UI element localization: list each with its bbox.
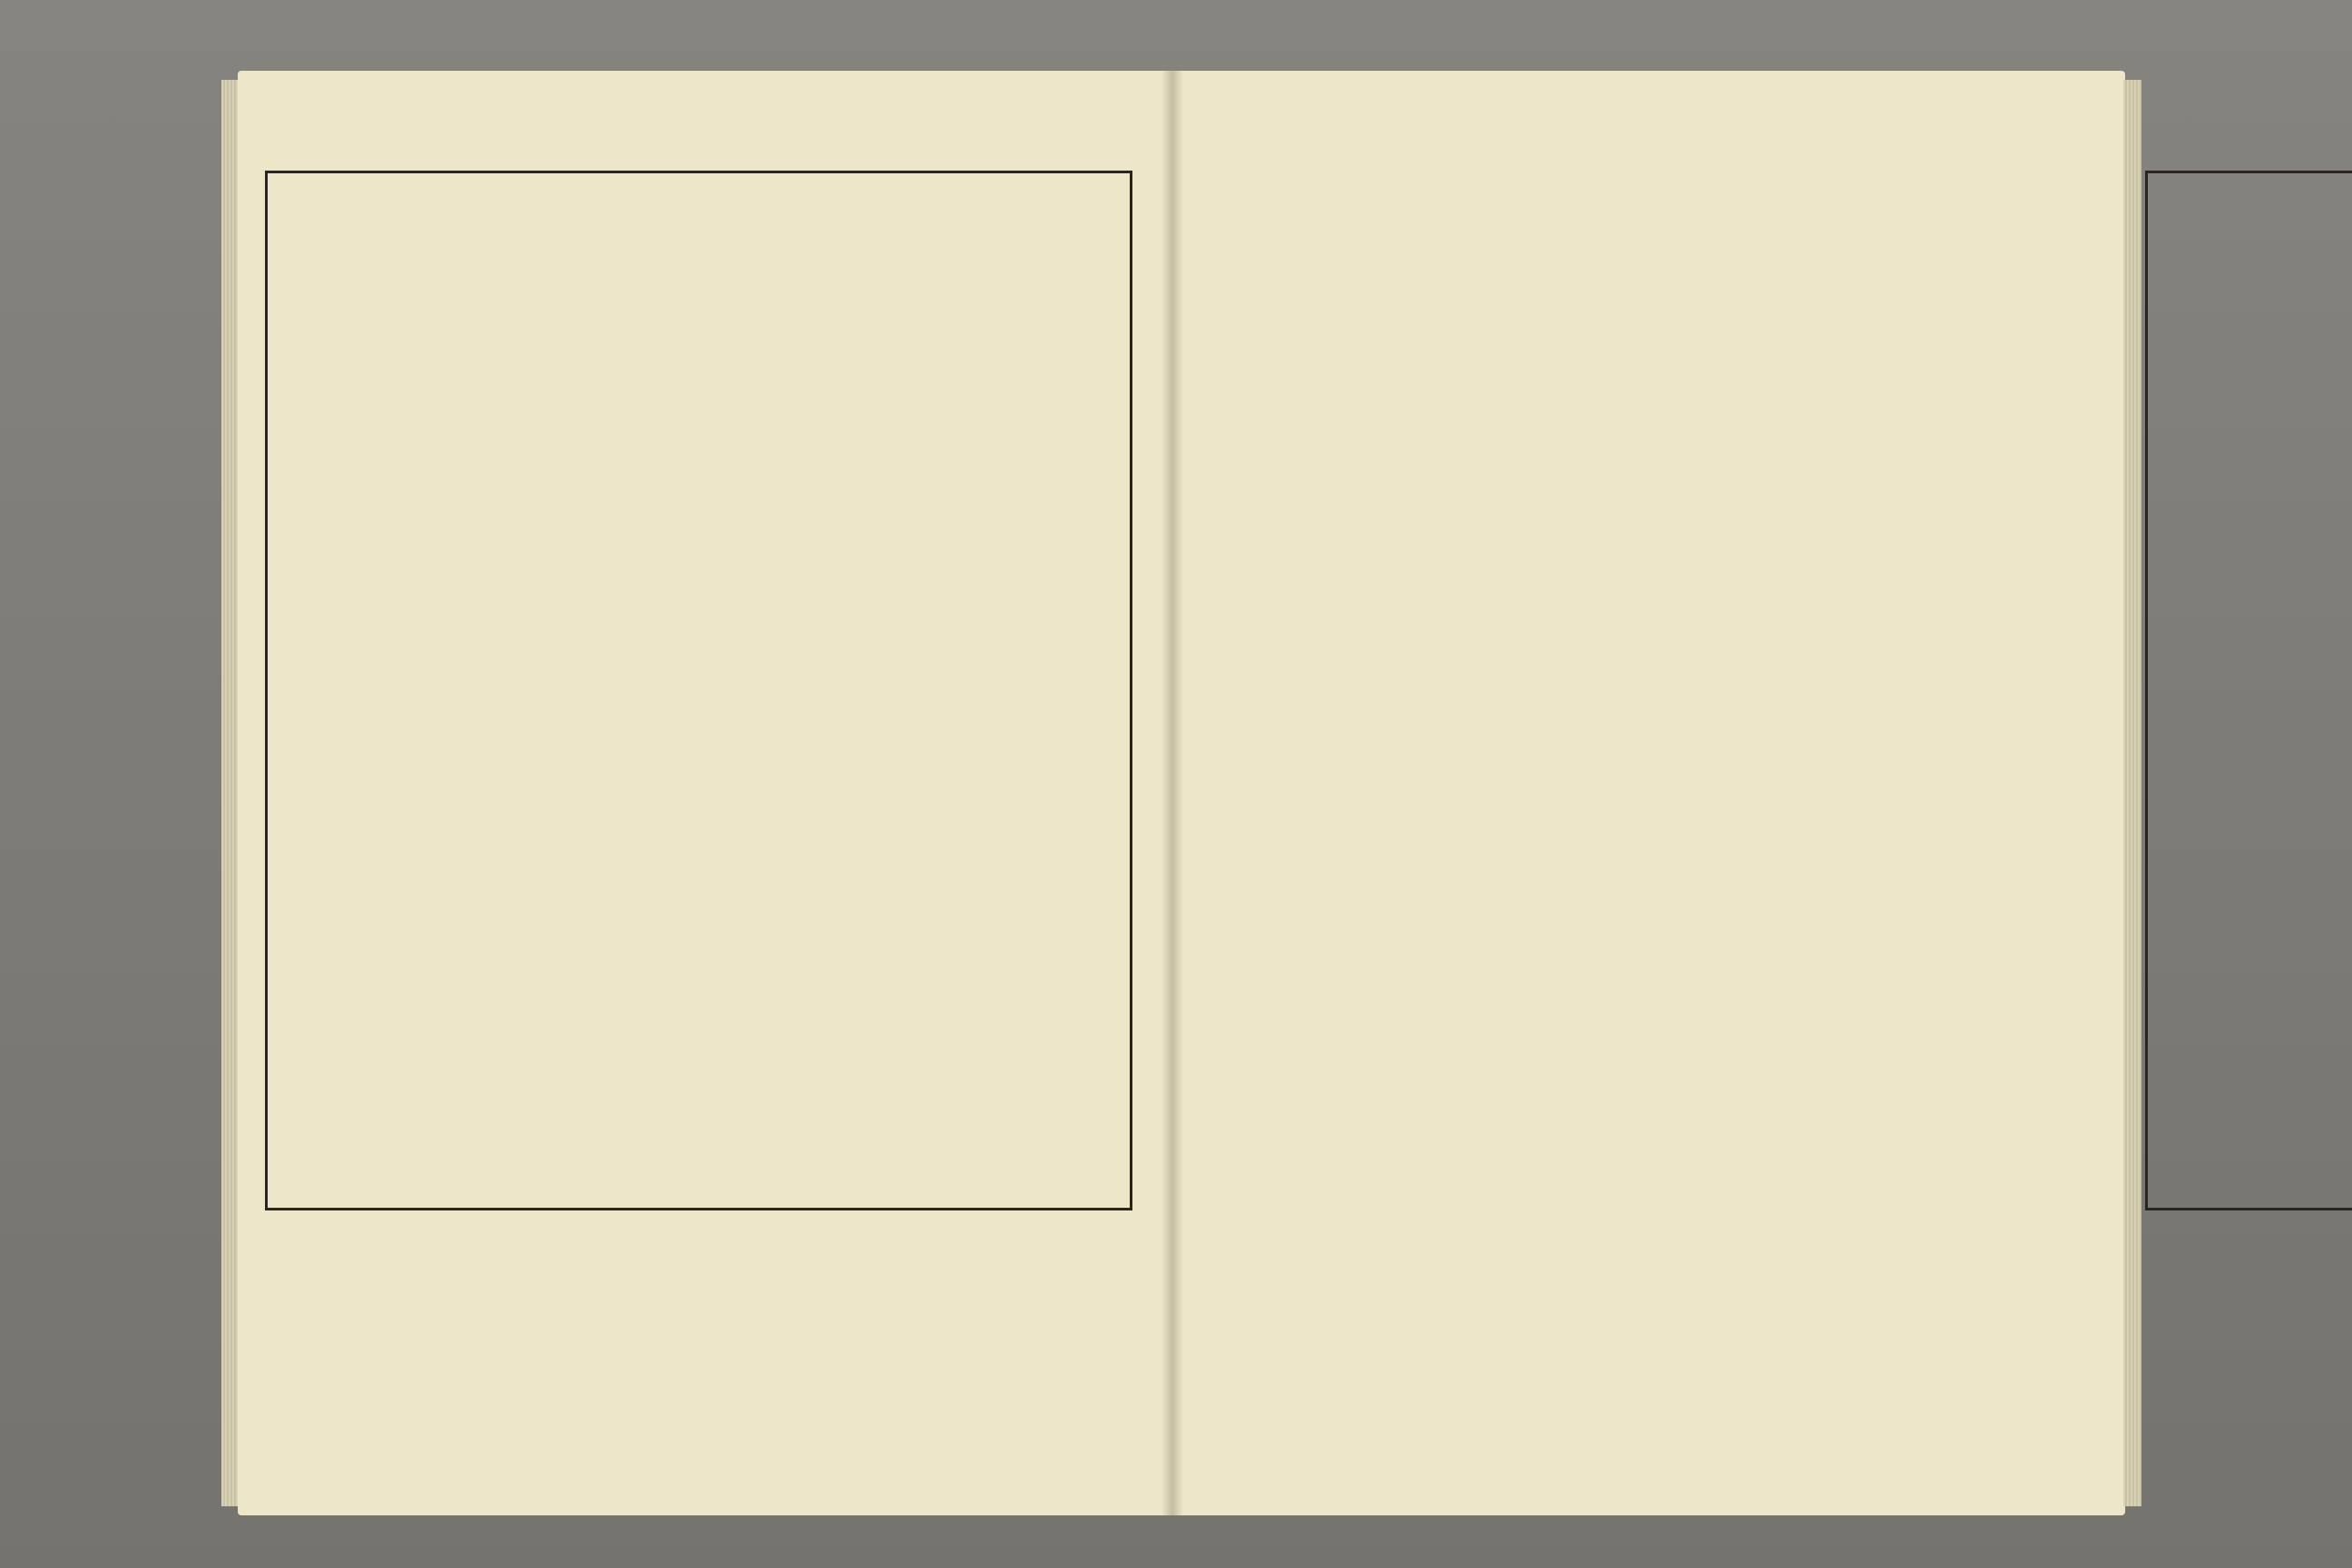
page-edge-right [2123, 80, 2141, 1506]
page-edge-left [221, 80, 240, 1506]
left-page [238, 71, 1172, 1515]
book-spine [1161, 71, 1183, 1515]
open-book [238, 71, 2125, 1515]
right-text-frame [2145, 171, 2352, 1210]
right-page [1172, 71, 2125, 1515]
left-text-frame [265, 171, 1132, 1210]
